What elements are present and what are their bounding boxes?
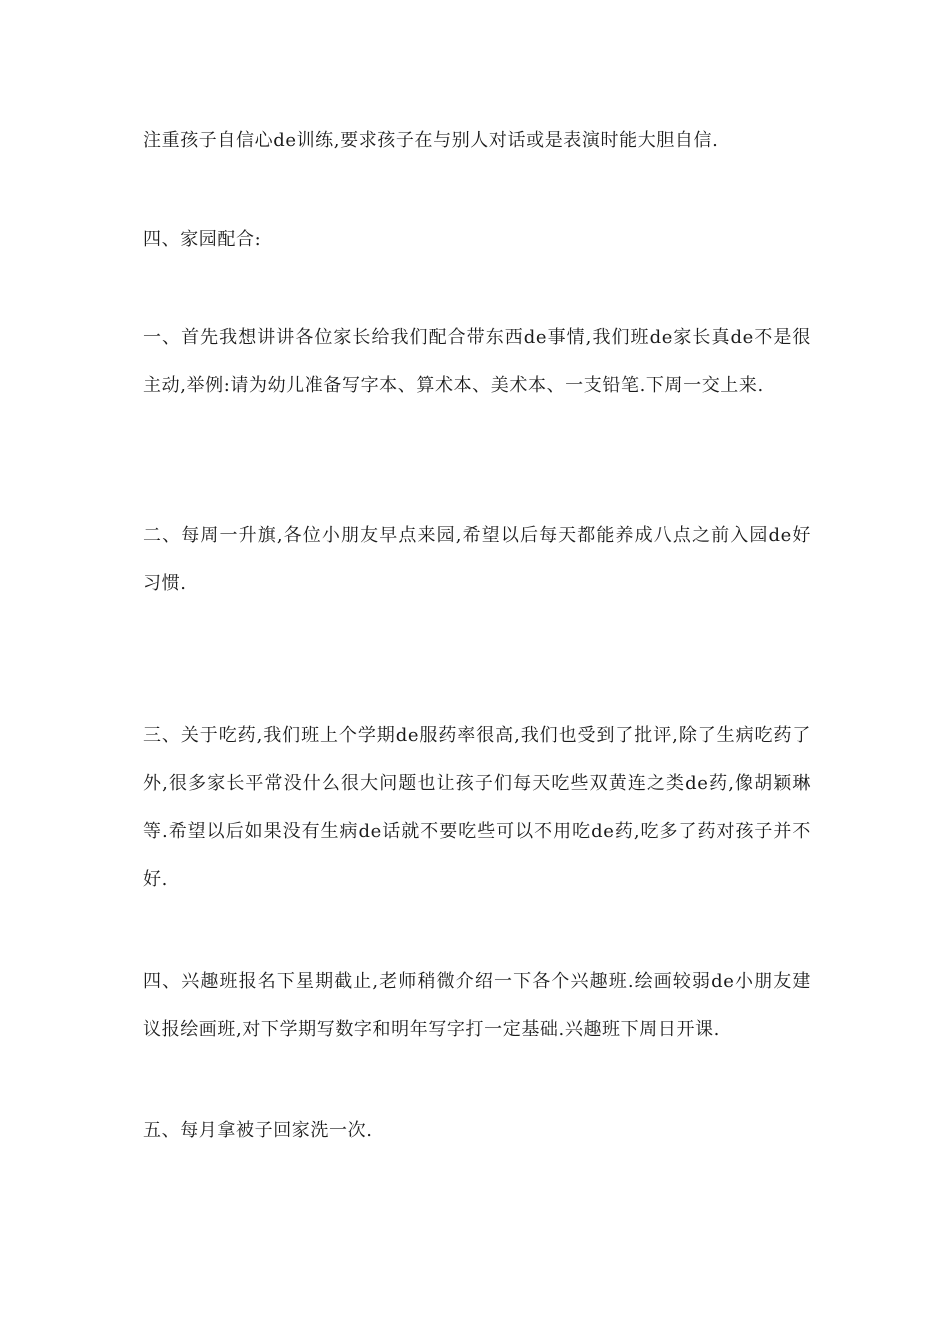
paragraph-item-interest-class: 四、兴趣班报名下星期截止,老师稍微介绍一下各个兴趣班.绘画较弱de小朋友建议报绘画班,对下学期写数字和明年写字打一定基础.兴趣班下周日开课. (143, 971, 811, 1040)
section-heading-home-school: 四、家园配合: (143, 229, 262, 250)
paragraph-item-flag-raising: 二、每周一升旗,各位小朋友早点来园,希望以后每天都能养成八点之前入园de好习惯. (143, 525, 811, 594)
paragraph-self-confidence: 注重孩子自信心de训练,要求孩子在与别人对话或是表演时能大胆自信. (143, 130, 719, 151)
paragraph-item-quilt: 五、每月拿被子回家洗一次. (143, 1120, 373, 1141)
paragraph-item-supplies: 一、首先我想讲讲各位家长给我们配合带东西de事情,我们班de家长真de不是很主动,举例:请为幼儿准备写字本、算术本、美术本、一支铅笔.下周一交上来. (143, 327, 811, 396)
paragraph-item-medicine: 三、关于吃药,我们班上个学期de服药率很高,我们也受到了批评,除了生病吃药了外,很多家长平常没什么很大问题也让孩子们每天吃些双黄连之类de药,像胡颖琳等.希望以后如果没有生病de话就不要吃些可以不用吃de药,吃多了药对孩子并不好. (143, 725, 811, 890)
